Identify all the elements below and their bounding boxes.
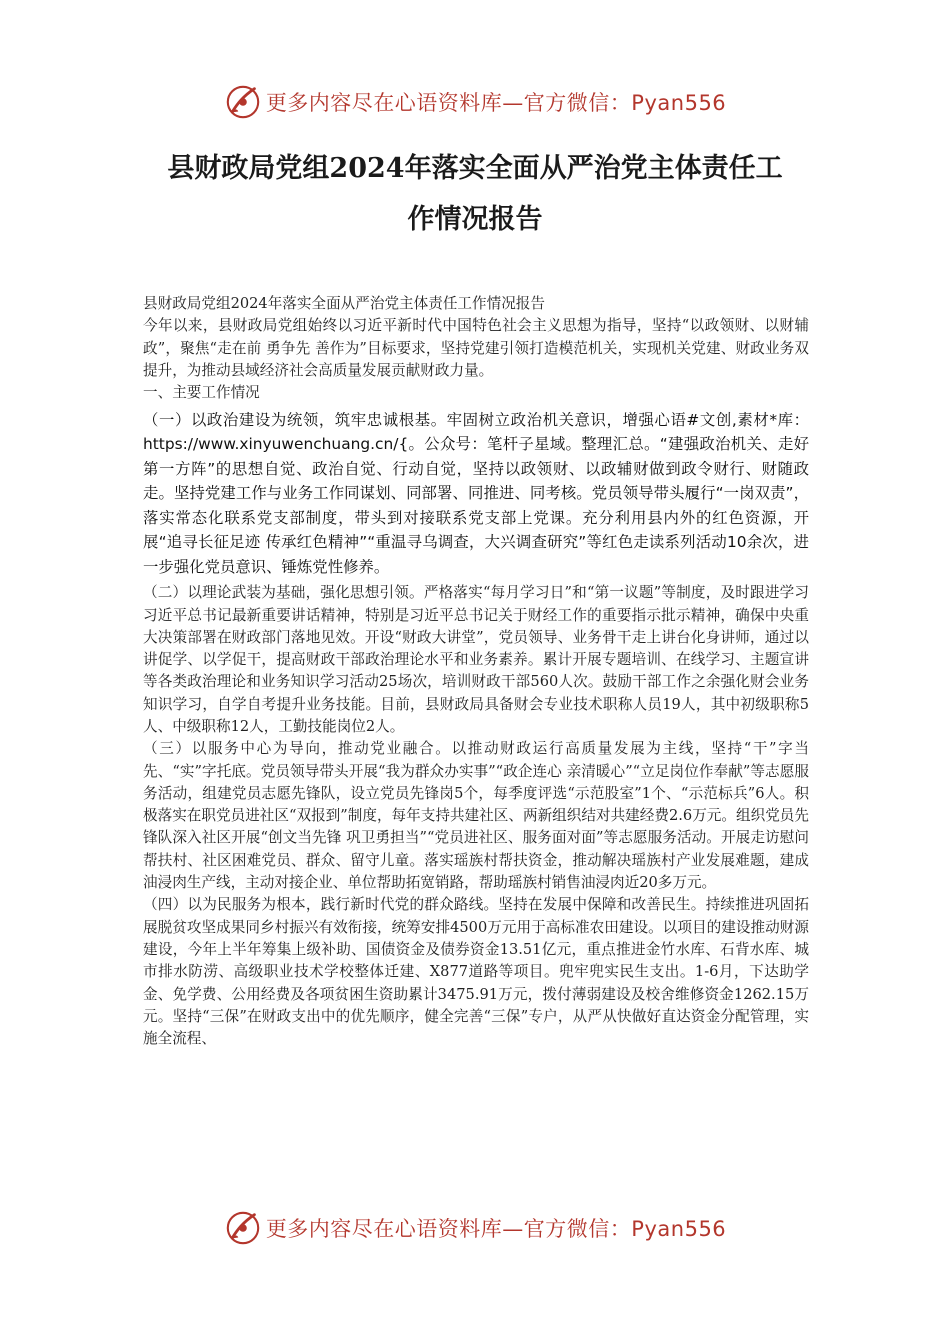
banner-text: 更多内容尽在心语资料库—官方微信：Pyan556 [265, 91, 727, 115]
brush-logo-icon [224, 1209, 262, 1247]
paragraph-theory: （二）以理论武装为基础，强化思想引领。严格落实“每月学习日”和“第一议题”等制度，及时跟进学习习近平总书记最新重要讲话精神，特别是习近平总书记关于财经工作的重要指示批示精神，确保中央重大决策部署在财政部门落地见效。开设“财政大讲堂”，党员领导、业务骨干走上讲台化身讲师，通过以讲促学、以学促干，提高财政干部政治理论水平和业务素养。累计开展专题培训、在线学习、主题宣讲等各类政治理论和业务知识学习活动25场次，培训财政干部560人次。鼓励干部工作之余强化财会业务知识学习，自学自考提升业务技能。目前，县财政局具备财会专业技术职称人员19人，其中初级职称5人、中级职称12人，工勤技能岗位2人。 [143, 584, 809, 735]
title-line-1: 县财政局党组2024年落实全面从严治党主体责任工 [167, 153, 783, 184]
paragraph-people-service: （四）以为民服务为根本，践行新时代党的群众路线。坚持在发展中保障和改善民生。持续推进巩固拓展脱贫攻坚成果同乡村振兴有效衔接，统筹安排4500万元用于高标准农田建设。以项目的建设推动财源建设，今年上半年筹集上级补助、国债资金及债券资金13.51亿元，重点推进金竹水库、石背水库、城市排水防涝、高级职业技术学校整体迁建、X877道路等项目。兜牢兜实民生支出。1-6月，下达助学金、免学费、公用经费及各项贫困生资助累计3475.91万元，拨付薄弱建设及校舍维修资金1262.15万元。坚持“三保”在财政支出中的优先顺序，健全完善“三保”专户，从严从快做好直达资金分配管理，实施全流程、 [143, 896, 809, 1048]
intro-paragraph: 今年以来，县财政局党组始终以习近平新时代中国特色社会主义思想为指导，坚持“以政领财、以财辅政”，聚焦“走在前 勇争先 善作为”目标要求，坚持党建引领打造模范机关，实现机关党建、财政业务双提升，为推动县域经济社会高质量发展贡献财政力量。 [143, 317, 809, 379]
brush-logo-icon [224, 83, 262, 121]
paragraph-political-building: （一）以政治建设为统领，筑牢忠诚根基。牢固树立政治机关意识，增强心语#文创,素材*库：https://www.xinyuwenchuang.cn/{。公众号：笔杆子星域。整理汇总。“建强政治机关、走好第一方阵”的思想自觉、政治自觉、行动自觉，坚持以政领财、以政辅财做到政令财行、财随政走。坚持党建工作与业务工作同谋划、同部署、同推进、同考核。党员领导带头履行“一岗双责”，落实常态化联系党支部制度，带头到对接联系党支部上党课。充分利用县内外的红色资源，开展“追寻长征足迹 传承红色精神”“重温寻乌调查，大兴调查研究”等红色走读系列活动10余次，进一步强化党员意识、锤炼党性修养。 [143, 410, 809, 576]
paragraph-service-center: （三）以服务中心为导向，推动党业融合。以推动财政运行高质量发展为主线，坚持“干”字当先、“实”字托底。党员领导带头开展“我为群众办实事”“政企连心 亲清暖心”“立足岗位作奉献”等志愿服务活动，组建党员志愿先锋队，设立党员先锋岗5个，每季度评选“示范股室”1个、“示范标兵”6人。积极落实在职党员进社区“双报到”制度，每年支持共建社区、两新组织结对共建经费2.6万元。组织党员先锋队深入社区开展“创文当先锋 巩卫勇担当”“党员进社区、服务面对面”等志愿服务活动。开展走访慰问帮扶村、社区困难党员、群众、留守儿童。落实瑶族村帮扶资金，推动解决瑶族村产业发展难题，建成油浸肉生产线，主动对接企业、单位帮助拓宽销路，帮助瑶族村销售油浸肉近20多万元。 [143, 740, 809, 892]
title-line-2: 作情况报告 [407, 204, 543, 235]
section-heading: 一、主要工作情况 [143, 384, 260, 402]
document-title [110, 143, 840, 245]
subtitle: 县财政局党组2024年落实全面从严治党主体责任工作情况报告 [143, 295, 545, 312]
banner-text: 更多内容尽在心语资料库—官方微信：Pyan556 [265, 1217, 727, 1241]
document-body [143, 293, 809, 1050]
header-watermark-banner [0, 82, 950, 122]
footer-watermark-banner [0, 1208, 950, 1248]
